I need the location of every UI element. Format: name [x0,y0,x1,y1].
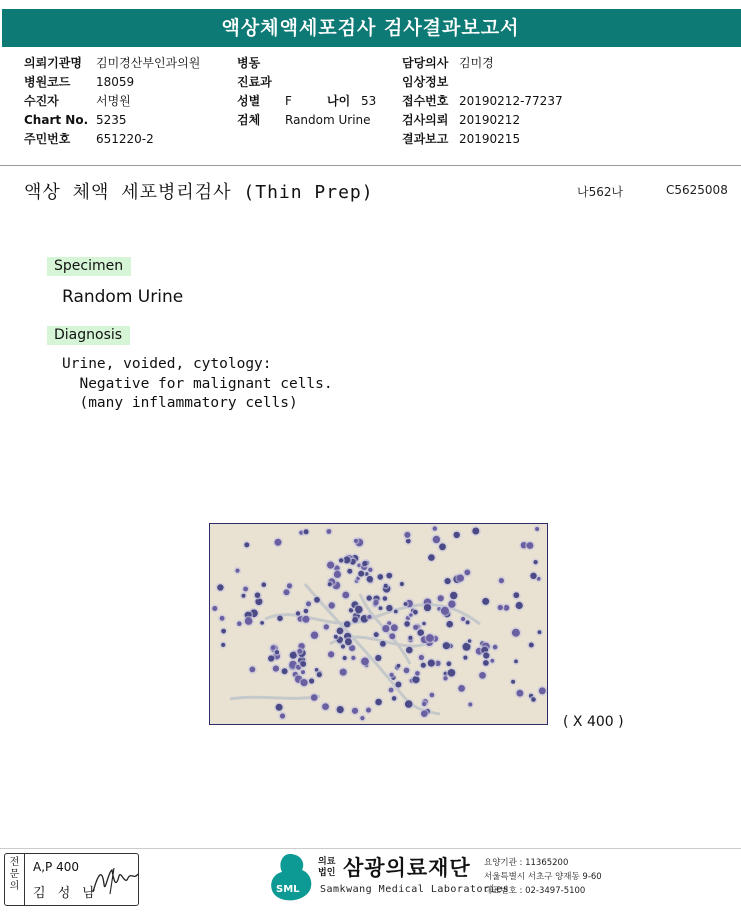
corporation-info-line: 대표번호 : 02-3497-5100 [484,886,586,896]
info-column-2 [237,54,376,130]
info-row-physician: 담당의사 김미경 [402,56,494,70]
info-row-hospital-code: 병원코드 18059 [24,75,135,89]
info-row-sex: 성별 F 나이 53 [237,94,377,108]
info-column-1 [24,54,200,149]
corporation-info [484,856,602,898]
footer-separator [0,848,741,849]
info-row-resident-no: 주민번호 651220-2 [24,132,154,146]
corporation-info-line: 서울특별시 서초구 양재동 9-60 [484,872,602,882]
diagnosis-line: Urine, voided, cytology: [62,356,272,372]
specimen-value: Random Urine [62,287,184,307]
info-row-specimen: 검체 Random Urine [237,113,371,127]
header-separator [0,165,741,166]
handwritten-signature [90,864,140,898]
diagnosis-line: Negative for malignant cells. [62,375,333,392]
corporation-name-english: Samkwang Medical Laboratories [320,884,510,895]
report-code-1: 나562나 [577,185,624,199]
report-title: 액상체액세포검사 검사결과보고서 [221,17,520,39]
diagnosis-label: Diagnosis [47,326,130,345]
cytology-micrograph [209,523,548,725]
info-row-ward: 병동 [237,56,261,70]
corporation-type: 의료 법인 [318,857,336,878]
info-column-3 [402,54,563,149]
diagnosis-text [62,355,333,414]
diagnosis-line: (many inflammatory cells) [62,395,298,411]
pathologist-signature-box [4,853,139,906]
info-row-request-date: 검사의뢰 20190212 [402,113,521,127]
specimen-label: Specimen [47,257,131,276]
report-banner [0,0,741,50]
svg-text:SML: SML [276,884,300,895]
signer-doctor-id: A,P 400 [33,860,79,874]
info-row-receipt-no: 접수번호 20190212-77237 [402,94,563,108]
magnification-label: ( X 400 ) [563,714,624,730]
info-row-report-date: 결과보고 20190215 [402,132,521,146]
corporation-name-korean: 삼광의료재단 [343,856,471,880]
signer-name: 김 성 남 [33,886,99,901]
corporation-info-line: 요양기관 : 11365200 [484,858,569,868]
micrograph-image [210,524,547,724]
report-heading: 액상 체액 세포병리검사 (Thin Prep) [24,182,374,203]
info-row-patient: 수진자 서명원 [24,94,131,108]
signature-side-label [5,854,25,905]
info-row-chart-no: Chart No. 5235 [24,113,127,127]
info-row-institution: 의뢰기관명 김미경산부인과의원 [24,56,201,70]
signature-side-text: 전 문 의 [9,857,20,892]
report-code-2: C5625008 [666,183,728,197]
info-row-clinical-info: 임상정보 [402,75,449,89]
info-row-department: 진료과 [237,75,272,89]
